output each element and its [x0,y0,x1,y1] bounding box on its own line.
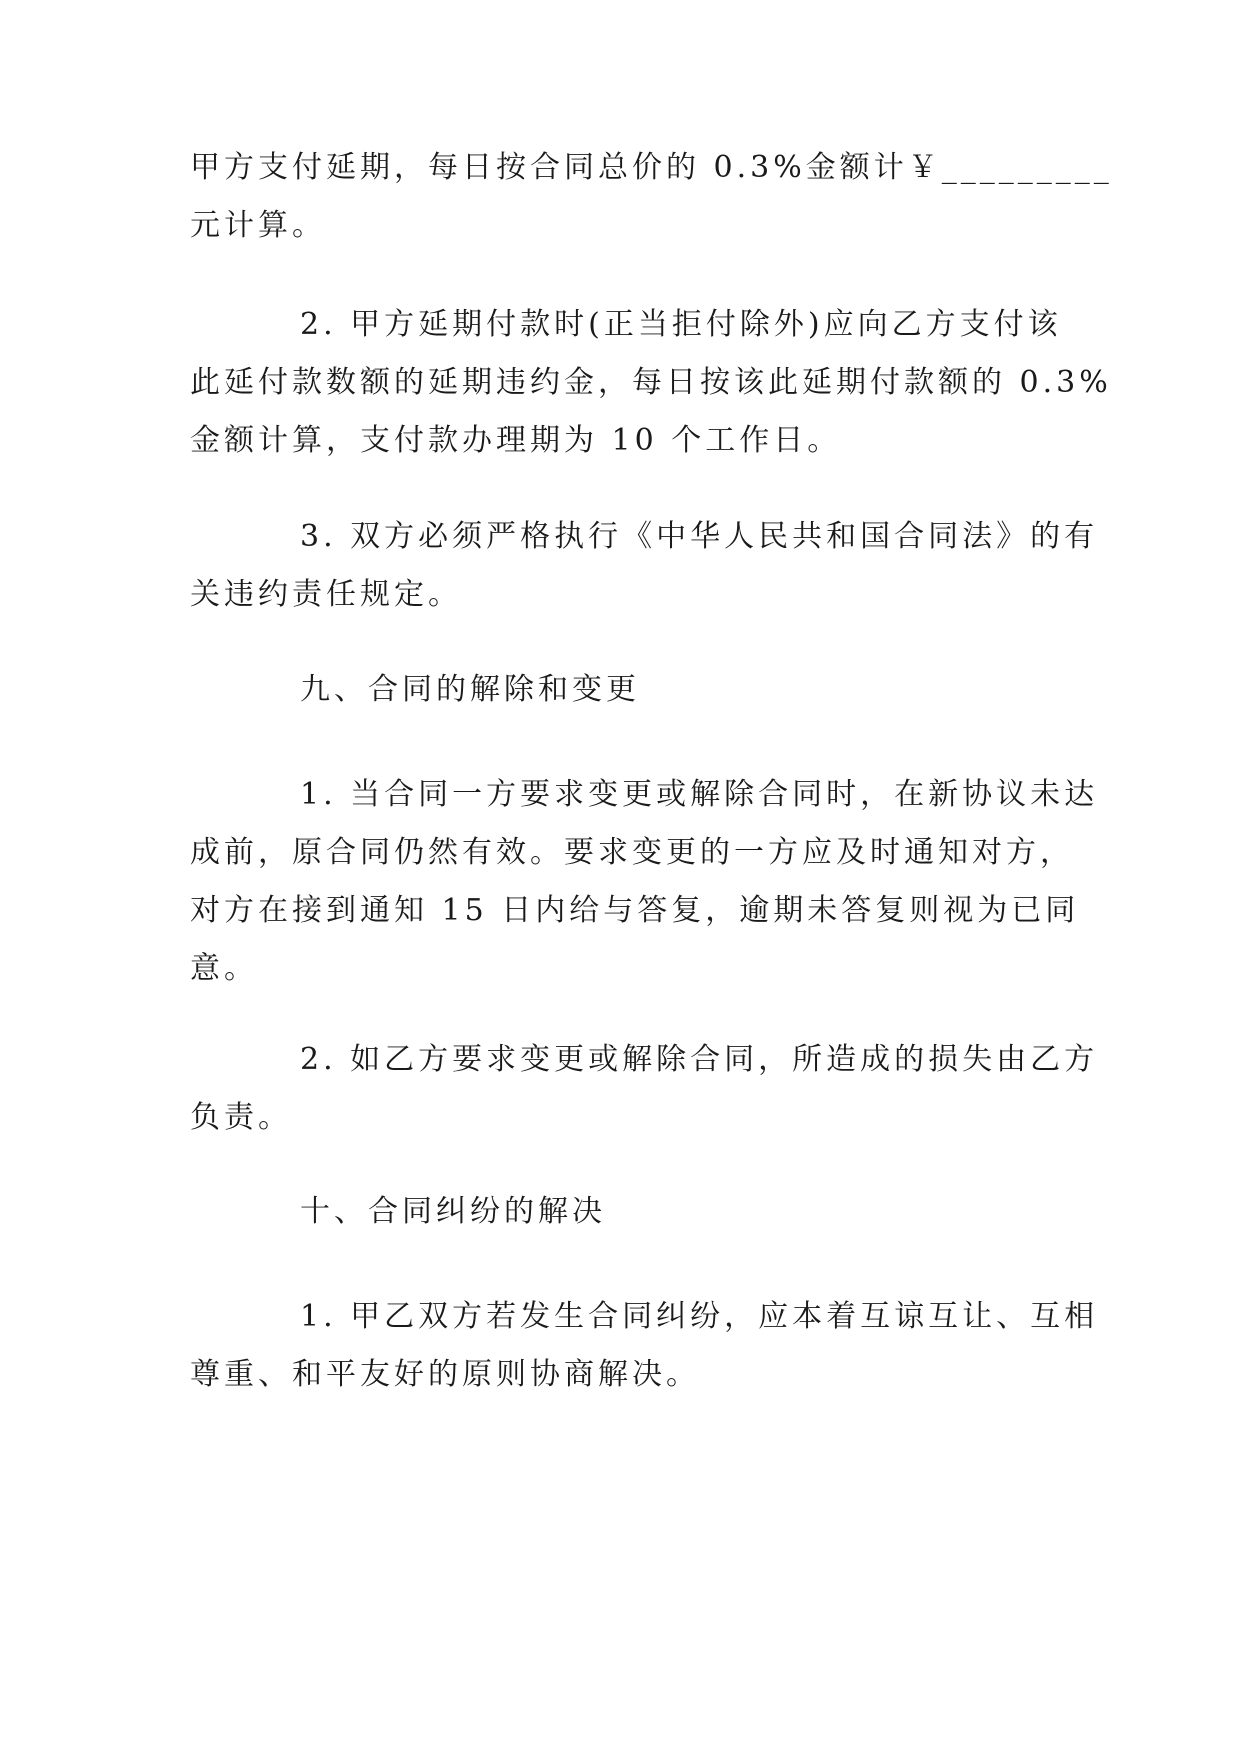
text-line: 此延付款数额的延期违约金，每日按该此延期付款额的 0.3% [190,365,1112,400]
text-line: 1. 甲乙双方若发生合同纠纷，应本着互谅互让、互相 [300,1299,1099,1334]
text-line: 元计算。 [190,208,326,243]
paragraph-change-termination [190,766,1099,998]
text-line: 尊重、和平友好的原则协商解决。 [190,1357,700,1392]
text-line: 负责。 [190,1100,292,1135]
text-line: 3. 双方必须严格执行《中华人民共和国合同法》的有 [300,519,1099,554]
text-line: 2. 甲方延期付款时(正当拒付除外)应向乙方支付该 [300,307,1062,342]
paragraph-party-b-loss [190,1031,1099,1147]
section-heading-9 [190,661,1070,719]
section-heading: 十、合同纠纷的解决 [300,1194,606,1229]
text-line: 意。 [190,951,258,986]
text-line: 成前，原合同仍然有效。要求变更的一方应及时通知对方， [190,835,1074,870]
text-line: 甲方支付延期，每日按合同总价的 0.3%金额计￥_________ [190,150,1113,185]
paragraph-late-payment [190,296,1112,470]
paragraph-penalty-delay [190,139,1113,255]
text-line: 对方在接到通知 15 日内给与答复，逾期未答复则视为已同 [190,893,1080,928]
text-line: 1. 当合同一方要求变更或解除合同时，在新协议未达 [300,777,1099,812]
section-heading: 九、合同的解除和变更 [300,672,640,707]
section-heading-10 [190,1183,1070,1241]
text-line: 金额计算，支付款办理期为 10 个工作日。 [190,423,842,458]
paragraph-dispute-resolution [190,1288,1099,1404]
text-line: 关违约责任规定。 [190,577,462,612]
text-line: 2. 如乙方要求变更或解除合同，所造成的损失由乙方 [300,1042,1099,1077]
paragraph-contract-law [190,508,1099,624]
